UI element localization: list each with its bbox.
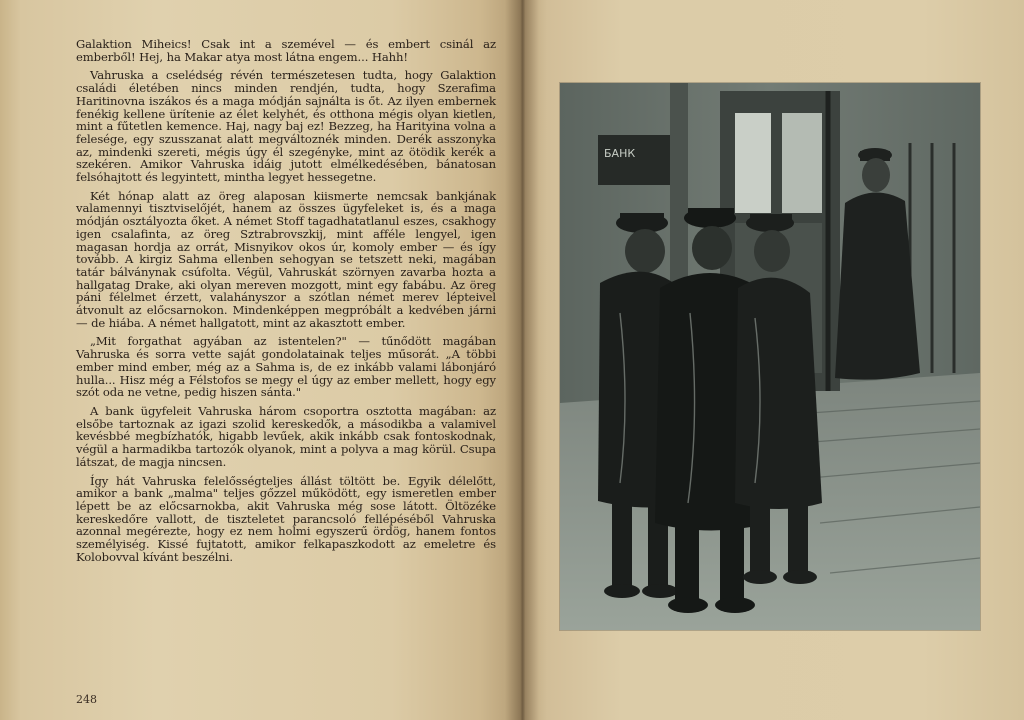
paragraph: Vahruska a cselédség révén természetesen tudta, hogy Galaktion családi életében nincs minden rendjén, tudta, hogy Szerafima Haritinovna iszákos és a maga módján sajnálta is őt. Az ilyen embernek fenékig kellene ürítenie az élet kelyhét, és otthona mégis olyan kietlen, mint a fűtetlen kemence. Haj, nagy baj ez! Bezzeg, ha Harityina volna a felesége, egy szusszanat alatt megváltoznék minden. Derék asszonyka az, mindenki szereti, mégis úgy él szegényke, mint az ötödik kerék a szekéren. Amikor Vahruska idáig jutott elmélkedésében, bánatosan felsóhajtott és legyintett, mintha legyet hessegetne.: [76, 68, 496, 185]
paragraph: A bank ügyfeleit Vahruska három csoportra osztotta magában: az elsőbe tartoznak az igazi szolid kereskedők, a másodikba a valamivel kevésbbé megbízhatók, higabb levűek, akik inkább csak fontoskodnak, végül a harmadikba tartozók olyanok, mint a polyva a mag körül. Csupa látszat, de magja nincsen.: [76, 403, 496, 469]
bank-sign-text: БАНК: [604, 147, 636, 160]
paragraph: Így hát Vahruska felelősségteljes állást töltött be. Egyik délelőtt, amikor a bank „malma" teljes gőzzel működött, egy ismeretlen ember lépett be az előcsarnokba, akit Vahruska még sose látott. Öltözéke kereskedőre vallott, de tiszteletet parancsoló fellépéséből Vahruska azonnal megérezte, hogy ez nem holmi egyszerű ördög, hanem fontos személyiség. Kissé fujtatott, amikor felkapaszkodott az emeletre és Kolobovval kívánt beszélni.: [76, 473, 496, 564]
page-number: 248: [76, 693, 97, 706]
paragraph: Két hónap alatt az öreg alaposan kiismerte nemcsak bankjának valamennyi tisztviselőjét, hanem az összes ügyfeleket is, és a maga módján osztályozta őket. A német Stoff tagadhatatlanul eszes, csakhogy igen csalafinta, az öreg Sztrabrovszkij, mint afféle lengyel, igen magasan hordja az orrát, Misnyikov okos úr, komoly ember — és így tovább. A kirgiz Sahma ellenben sehogyan se tetszett neki, magában tatár bálványnak csúfolta. Végül, Vahruskát szörnyen zavarba hozta a hallgatag Drake, aki olyan mereven mozgott, mint egy fabábu. Az öreg páni félelmet érzett, valahányszor a szótlan német merev lépteivel átvonult az előcsarnokon. Mindenképpen megpróbált a kedvében járni — de hiába. A német hallgatott, mint az akasztott ember.: [76, 188, 496, 330]
illustration: [560, 83, 980, 630]
paragraph: Galaktion Miheics! Csak int a szemével — és embert csinál az emberből! Hej, ha Makar atya most látna engem... Hahh!: [76, 37, 496, 64]
page-text: [76, 38, 496, 569]
bank-sign: [598, 135, 670, 185]
paragraph: „Mit forgathat agyában az istentelen?" — tűnődött magában Vahruska és sorra vette saját gondolatainak teljes műsorát. „A többi ember mind ember, még az a Sahma is, de ez inkább valami lábonjáró hulla... Hisz még a Félstofos se megy el úgy az ember mellett, hogy egy szót oda ne vetne, pedig hiszen sánta.": [76, 334, 496, 400]
